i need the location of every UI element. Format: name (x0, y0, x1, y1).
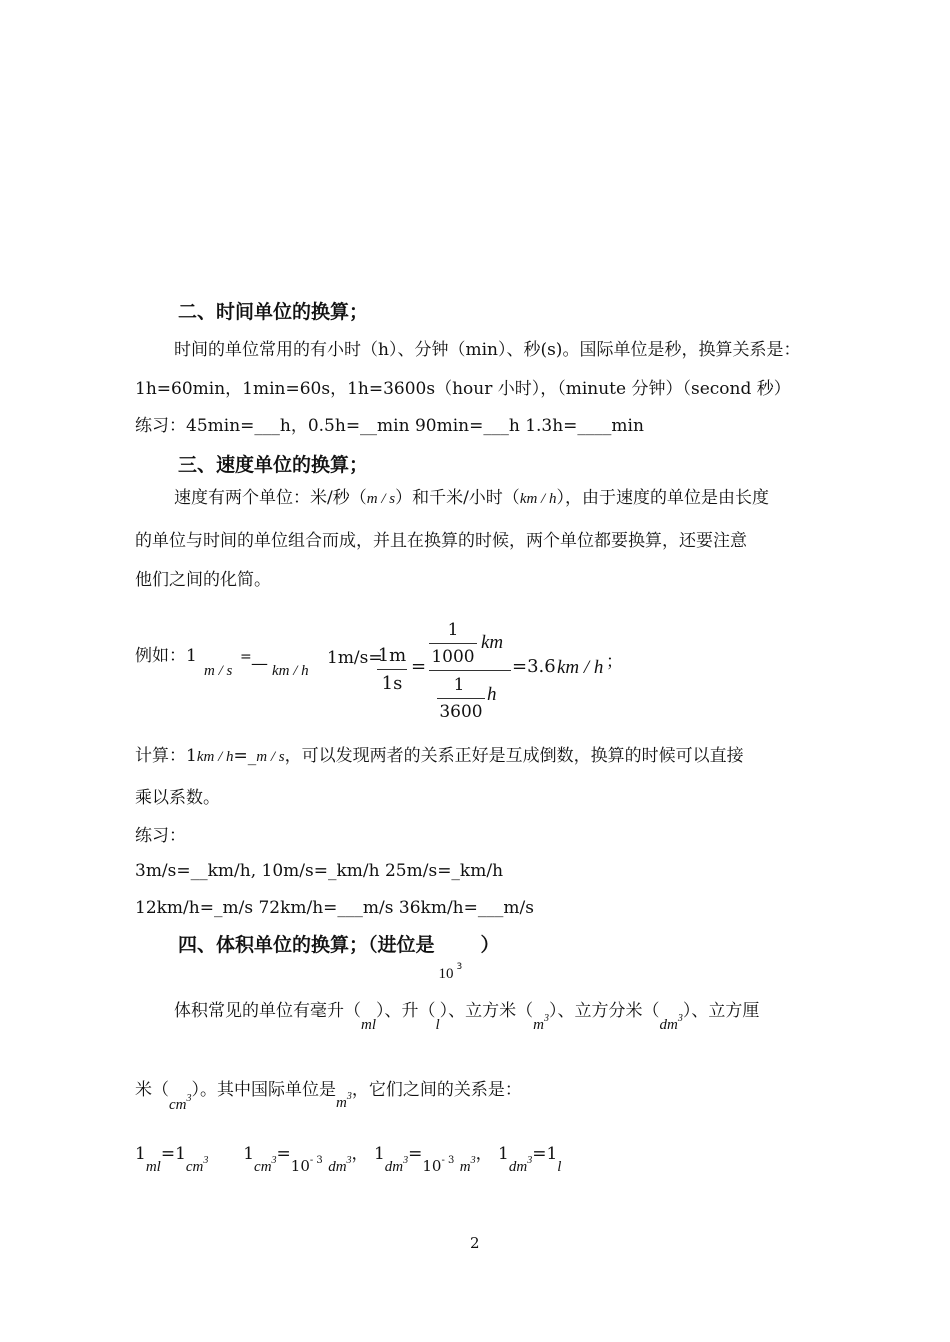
section-4-title (178, 934, 500, 982)
text: ），由于速度的单位是由长度 (556, 488, 769, 508)
text: ）、立方分米（ (549, 1001, 660, 1021)
text: = (408, 1144, 423, 1164)
thirty-six-hundred: 3600 (437, 698, 485, 722)
blank: _ (247, 746, 257, 766)
unit-km-per-h: km / h (519, 491, 557, 507)
section-2-paragraph-1: 时间的单位常用的有小时（h）、分钟（min）、秒(s)。国际单位是秒，换算关系是： (174, 340, 801, 360)
equals-sign: = (233, 746, 248, 766)
text: ， (351, 1144, 369, 1164)
section-2-title: 二、时间单位的换算； (178, 301, 369, 323)
text: ，可以发现两者的关系正好是互成倒数，换算的时候可以直接 (284, 746, 744, 766)
numerator: 1m (377, 645, 407, 666)
h: h (487, 684, 497, 705)
text: ）、升（ (376, 1001, 436, 1021)
unit-dm3: $dm^3$ (384, 1155, 409, 1175)
blank: — (251, 654, 268, 674)
practice-label: 练习： (135, 826, 186, 846)
text: 速度有两个单位：米/秒（ (174, 488, 367, 508)
unit-dm3: $dm^3$ (508, 1155, 533, 1175)
equals-sign: = (411, 656, 427, 677)
unit-m-per-s: m / s (204, 663, 233, 679)
one: 1 (453, 675, 465, 695)
calculation-line-2: 乘以系数。 (135, 788, 220, 808)
unit-km-per-h: km / h (196, 749, 234, 765)
unit-m3: $m^3$ (459, 1155, 476, 1175)
section-4-paragraph-2 (135, 1080, 522, 1113)
unit-cm3: $cm^3$ (254, 1155, 277, 1175)
unit-dm3: $dm^3$ (328, 1155, 352, 1175)
unit-m-per-s: m / s (256, 749, 285, 765)
unit-cm3: $cm^3$ (169, 1093, 192, 1113)
result-value: =3.6 (512, 656, 556, 677)
text: =1 (160, 1144, 186, 1164)
text: ）。其中国际单位是 (191, 1080, 336, 1100)
numerator (429, 620, 511, 666)
ten-power: $10^{- 3}$ (290, 1155, 323, 1175)
unit-m3: $m^3$ (336, 1091, 352, 1111)
title-end: ） (480, 934, 500, 956)
ten-power: $10^{- 3}$ (422, 1155, 455, 1175)
thousand: 1000 (429, 643, 477, 667)
unit-dm3: $dm^3$ (659, 1013, 683, 1033)
unit-cm3: $cm^3$ (185, 1155, 209, 1175)
practice-row-2: 12km/h=_m/s 72km/h=___m/s 36km/h=___m/s (135, 898, 534, 918)
text: = (276, 1144, 291, 1164)
compound-fraction (429, 620, 511, 721)
practice-row-1: 3m/s=__km/h, 10m/s=_km/h 25m/s=_km/h (135, 861, 504, 881)
text: 1 (243, 1144, 255, 1164)
section-3-paragraph-3: 他们之间的化简。 (135, 570, 271, 590)
section-3-paragraph-1 (174, 490, 769, 507)
example-label: 例如：1 (135, 646, 197, 666)
unit-ml: ml (361, 1017, 376, 1033)
semicolon: ； (606, 652, 623, 672)
equals-sign: = (240, 649, 252, 665)
text: 体积常见的单位有毫升（ (174, 1001, 361, 1021)
text: ， (475, 1144, 493, 1164)
volume-relations (135, 1144, 562, 1175)
unit-l: l (435, 1017, 440, 1033)
text: 1 (135, 1144, 146, 1164)
unit-m-per-s: m / s (366, 491, 396, 507)
text: 计算：1 (135, 746, 197, 766)
text: ，它们之间的关系是： (351, 1080, 522, 1100)
unit-ml: ml (145, 1159, 161, 1175)
unit-m3: $m^3$ (533, 1013, 550, 1033)
title-text: 四、体积单位的换算；（进位是 (178, 934, 435, 956)
section-3-title: 三、速度单位的换算； (178, 454, 369, 476)
section-2-paragraph-2: 1h=60min，1min=60s，1h=3600s（hour 小时），（minute 分钟）（second 秒） (135, 379, 791, 399)
section-3-paragraph-2: 的单位与时间的单位组合而成，并且在换算的时候，两个单位都要换算，还要注意 (135, 531, 747, 551)
text: =1 (532, 1144, 558, 1164)
calculation-line (135, 748, 744, 765)
section-4-paragraph-1 (174, 1001, 760, 1033)
page-number: 2 (470, 1234, 480, 1252)
formula-prefix: 1m/s= (327, 648, 383, 668)
text: 米（ (135, 1080, 169, 1100)
text: 1 (373, 1144, 385, 1164)
fraction-bar: 1s (377, 669, 407, 694)
text: ）、立方米（ (439, 1001, 534, 1021)
text: ）和千米/小时（ (395, 488, 520, 508)
fraction-1m-1s (377, 645, 407, 694)
ten: 10 (438, 966, 454, 982)
text: ）、立方厘 (682, 1001, 760, 1021)
section-2-practice: 练习：45min=___h，0.5h=__min 90min=___h 1.3h=____min (135, 416, 644, 436)
one: 1 (447, 620, 459, 640)
denominator (429, 670, 511, 721)
exponent: 3 (456, 962, 463, 972)
unit-l: l (557, 1159, 562, 1175)
unit-km-per-h: km / h (557, 657, 604, 678)
unit-km-per-h: km / h (272, 663, 309, 679)
text: 1 (498, 1144, 509, 1164)
km: km (481, 632, 504, 653)
